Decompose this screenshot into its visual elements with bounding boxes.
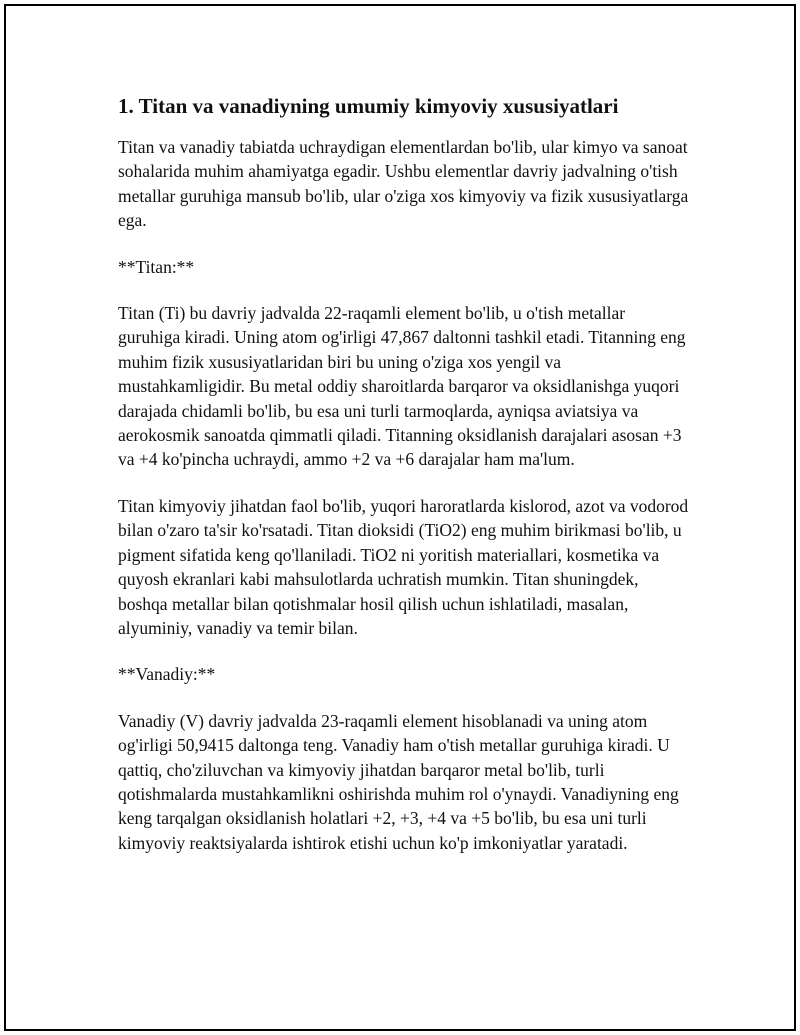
intro-paragraph: Titan va vanadiy tabiatda uchraydigan elementlardan bo'lib, ular kimyo va sanoat sohalarida muhim ahamiyatga egadir. Ushbu elementlar davriy jadvalning o'tish metallar guruhiga mansub bo'lib, ular o'ziga xos kimyoviy va fizik xususiyatlarga ega. bbox=[118, 137, 689, 231]
titan-subheading: **Titan:** bbox=[118, 256, 195, 277]
document-body bbox=[118, 92, 690, 877]
titan-paragraph-1: Titan (Ti) bu davriy jadvalda 22-raqamli element bo'lib, u o'tish metallar guruhiga kiradi. Uning atom og'irligi 47,867 daltonni tashkil etadi. Titanning eng muhim fizik xususiyatlaridan biri bu uning o'ziga xos yengil va mustahkamligidir. Bu metal oddiy sharoitlarda barqaror va oksidlanishga yuqori darajada chidamli bo'lib, bu esa uni turli tarmoqlarda, ayniqsa aviatsiya va aerokosmik sanoatda qimmatli qiladi. Titanning oksidlanish darajalari asosan +3 va +4 ko'pincha uchraydi, ammo +2 va +6 darajalar ham ma'lum. bbox=[118, 303, 686, 470]
vanadiy-subheading: **Vanadiy:** bbox=[118, 664, 216, 685]
vanadiy-paragraph: Vanadiy (V) davriy jadvalda 23-raqamli element hisoblanadi va uning atom og'irligi 50,9415 daltonga teng. Vanadiy ham o'tish metallar guruhiga kiradi. U qattiq, cho'ziluvchan va kimyoviy jihatdan barqaror metal bo'lib, turli qotishmalarda mustahkamlikni oshirishda muhim rol o'ynaydi. Vanadiyning eng keng tarqalgan oksidlanish holatlari +2, +3, +4 va +5 bo'lib, bu esa uni turli kimyoviy reaktsiyalarda ishtirok etishi uchun ko'p imkoniyatlar yaratadi. bbox=[118, 710, 679, 853]
titan-paragraph-2: Titan kimyoviy jihatdan faol bo'lib, yuqori haroratlarda kislorod, azot va vodorod bilan o'zaro ta'sir ko'rsatadi. Titan dioksidi (TiO2) eng muhim birikmasi bo'lib, u pigment sifatida keng qo'llaniladi. TiO2 ni yoritish materiallari, kosmetika va quyosh ekranlari kabi mahsulotlarda uchratish mumkin. Titan shuningdek, boshqa metallar bilan qotishmalar hosil qilish uchun ishlatiladi, masalan, alyuminiy, vanadiy va temir bilan. bbox=[118, 495, 689, 638]
section-heading: 1. Titan va vanadiyning umumiy kimyoviy xususiyatlari bbox=[118, 94, 619, 118]
